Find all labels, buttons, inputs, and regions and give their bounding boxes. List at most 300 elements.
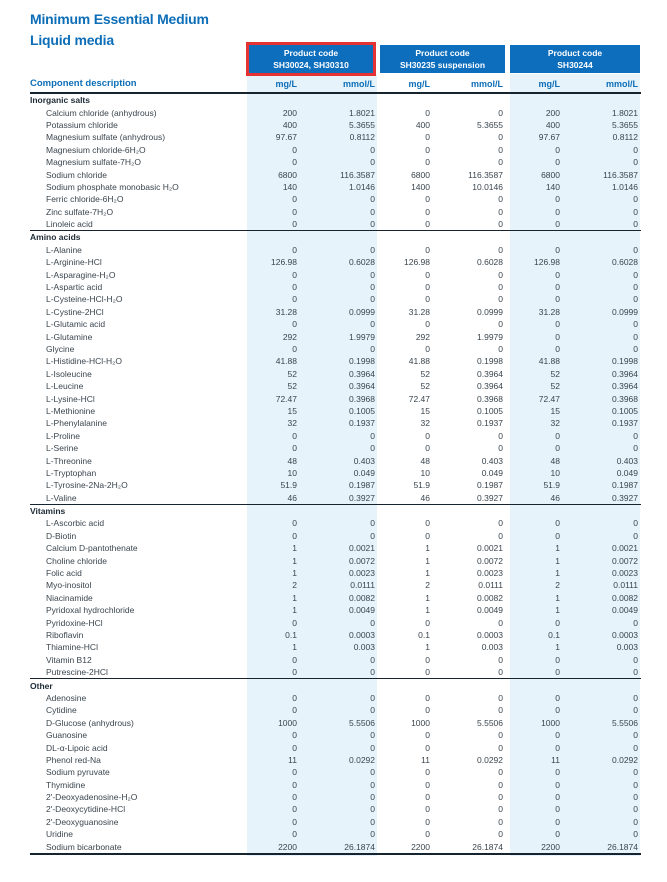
value-cell: 0 bbox=[292, 779, 297, 790]
value-cell: 0.0072 bbox=[612, 555, 638, 566]
value-cell: 0 bbox=[370, 816, 375, 827]
value-cell: 0 bbox=[292, 730, 297, 741]
value-cell: 0 bbox=[498, 705, 503, 716]
value-cell: 0 bbox=[370, 430, 375, 441]
component-name: L-Threonine bbox=[46, 455, 92, 466]
component-name: L-Leucine bbox=[46, 381, 84, 392]
value-cell: 0.3968 bbox=[477, 393, 503, 404]
value-cell: 48 bbox=[550, 455, 560, 466]
value-cell: 126.98 bbox=[271, 257, 297, 268]
component-name: L-Methionine bbox=[46, 405, 96, 416]
value-cell: 26.1874 bbox=[472, 841, 503, 852]
value-cell: 1 bbox=[292, 642, 297, 653]
value-cell: 52 bbox=[287, 368, 297, 379]
table-row bbox=[30, 530, 641, 542]
component-name: Guanosine bbox=[46, 730, 88, 741]
value-cell: 51.9 bbox=[543, 480, 560, 491]
value-cell: 292 bbox=[282, 331, 297, 342]
value-cell: 0 bbox=[633, 144, 638, 155]
table-row bbox=[30, 592, 641, 604]
value-cell: 15 bbox=[420, 405, 430, 416]
component-name: L-Isoleucine bbox=[46, 368, 92, 379]
value-cell: 52 bbox=[550, 368, 560, 379]
value-cell: 0 bbox=[370, 294, 375, 305]
value-cell: 0 bbox=[425, 705, 430, 716]
value-cell: 0.1 bbox=[548, 629, 560, 640]
value-cell: 0.403 bbox=[353, 455, 375, 466]
value-cell: 2 bbox=[425, 580, 430, 591]
value-cell: 116.3587 bbox=[468, 169, 503, 180]
value-cell: 116.3587 bbox=[603, 169, 638, 180]
value-cell: 72.47 bbox=[538, 393, 560, 404]
value-cell: 51.9 bbox=[280, 480, 297, 491]
value-cell: 46 bbox=[420, 492, 430, 503]
component-name: Riboflavin bbox=[46, 629, 84, 640]
value-cell: 32 bbox=[287, 418, 297, 429]
value-cell: 0 bbox=[370, 617, 375, 628]
value-cell: 0.0082 bbox=[612, 592, 638, 603]
value-cell: 0 bbox=[633, 331, 638, 342]
value-cell: 52 bbox=[420, 381, 430, 392]
value-cell: 0 bbox=[498, 767, 503, 778]
value-cell: 0.0292 bbox=[477, 754, 503, 765]
value-cell: 10 bbox=[420, 467, 430, 478]
value-cell: 0 bbox=[370, 792, 375, 803]
value-cell: 0.1937 bbox=[349, 418, 375, 429]
value-cell: 0 bbox=[555, 779, 560, 790]
component-name: Niacinamide bbox=[46, 592, 93, 603]
value-cell: 0 bbox=[425, 132, 430, 143]
value-cell: 0 bbox=[633, 443, 638, 454]
value-cell: 0 bbox=[498, 443, 503, 454]
table-row bbox=[30, 144, 641, 156]
value-cell: 0 bbox=[292, 282, 297, 293]
component-name: Sodium bicarbonate bbox=[46, 841, 122, 852]
value-cell: 0 bbox=[633, 344, 638, 354]
value-cell: 0 bbox=[370, 654, 375, 665]
value-cell: 1000 bbox=[278, 717, 297, 728]
value-cell: 0 bbox=[292, 767, 297, 778]
value-cell: 0 bbox=[555, 319, 560, 330]
value-cell: 0.0072 bbox=[477, 555, 503, 566]
value-cell: 0 bbox=[425, 530, 430, 541]
value-cell: 1.8021 bbox=[349, 107, 375, 118]
value-cell: 0 bbox=[633, 219, 638, 230]
value-cell: 0 bbox=[370, 144, 375, 155]
table-row bbox=[30, 380, 641, 392]
value-cell: 11 bbox=[288, 754, 297, 765]
value-cell: 0 bbox=[370, 804, 375, 815]
component-name: D-Biotin bbox=[46, 530, 77, 541]
component-name: Linoleic acid bbox=[46, 219, 93, 230]
component-name: L-Histidine-HCl-H₂O bbox=[46, 356, 123, 367]
table-row bbox=[30, 840, 641, 852]
value-cell: 1.0146 bbox=[612, 181, 638, 192]
value-cell: 5.3655 bbox=[349, 119, 375, 130]
value-cell: 1 bbox=[292, 592, 297, 603]
value-cell: 0 bbox=[555, 430, 560, 441]
value-cell: 11 bbox=[421, 754, 430, 765]
value-cell: 0.1987 bbox=[349, 480, 375, 491]
value-cell: 5.3655 bbox=[612, 119, 638, 130]
table-row bbox=[30, 492, 641, 504]
value-cell: 0 bbox=[633, 742, 638, 753]
value-cell: 1 bbox=[292, 605, 297, 616]
value-cell: 41.88 bbox=[538, 356, 560, 367]
value-cell: 0.3927 bbox=[477, 492, 503, 503]
value-cell: 0 bbox=[555, 829, 560, 840]
table-row bbox=[30, 604, 641, 616]
value-cell: 0.003 bbox=[353, 642, 375, 653]
value-cell: 0 bbox=[555, 705, 560, 716]
component-name: 2'-Deoxyguanosine bbox=[46, 816, 119, 827]
table-row bbox=[30, 803, 641, 815]
product-code-box-3 bbox=[510, 45, 640, 73]
table-row bbox=[30, 766, 641, 778]
value-cell: 72.47 bbox=[408, 393, 430, 404]
value-cell: 52 bbox=[550, 381, 560, 392]
value-cell: 0 bbox=[425, 792, 430, 803]
value-cell: 0 bbox=[425, 219, 430, 230]
component-name: Vitamin B12 bbox=[46, 654, 92, 665]
table-row bbox=[30, 616, 641, 628]
table-row bbox=[30, 181, 641, 193]
value-cell: 0 bbox=[425, 829, 430, 840]
value-cell: 0 bbox=[498, 294, 503, 305]
table-row bbox=[30, 392, 641, 404]
value-cell: 0 bbox=[292, 804, 297, 815]
value-cell: 0 bbox=[633, 430, 638, 441]
component-description-header: Component description bbox=[30, 78, 137, 89]
value-cell: 0 bbox=[292, 617, 297, 628]
component-name: Sodium chloride bbox=[46, 169, 107, 180]
value-cell: 1 bbox=[555, 555, 560, 566]
table-row bbox=[30, 318, 641, 330]
value-cell: 0 bbox=[292, 219, 297, 230]
value-cell: 0.1998 bbox=[612, 356, 638, 367]
value-cell: 0 bbox=[292, 829, 297, 840]
value-cell: 0.0021 bbox=[612, 543, 638, 554]
value-cell: 0.1987 bbox=[612, 480, 638, 491]
section-header-row bbox=[30, 94, 641, 106]
value-cell: 0 bbox=[555, 742, 560, 753]
value-cell: 0 bbox=[498, 107, 503, 118]
component-name: L-Cystine-2HCl bbox=[46, 306, 104, 317]
value-cell: 1 bbox=[555, 642, 560, 653]
table-row bbox=[30, 306, 641, 318]
value-cell: 0 bbox=[633, 730, 638, 741]
value-cell: 0 bbox=[425, 157, 430, 168]
value-cell: 0 bbox=[370, 518, 375, 529]
component-name: Putrescine-2HCl bbox=[46, 667, 108, 678]
value-cell: 26.1874 bbox=[607, 841, 638, 852]
table-row bbox=[30, 542, 641, 554]
table-row bbox=[30, 467, 641, 479]
value-cell: 5.5506 bbox=[477, 717, 503, 728]
value-cell: 0 bbox=[370, 530, 375, 541]
value-cell: 0 bbox=[498, 654, 503, 665]
value-cell: 51.9 bbox=[413, 480, 430, 491]
table-row bbox=[30, 442, 641, 454]
value-cell: 0 bbox=[555, 144, 560, 155]
table-row bbox=[30, 754, 641, 766]
value-cell: 0 bbox=[633, 269, 638, 280]
value-cell: 0 bbox=[370, 779, 375, 790]
table-row bbox=[30, 692, 641, 704]
value-cell: 0 bbox=[498, 730, 503, 741]
value-cell: 97.67 bbox=[538, 132, 560, 143]
product-code-box-2 bbox=[380, 45, 505, 73]
table-row bbox=[30, 218, 641, 230]
section-name: Vitamins bbox=[30, 506, 66, 517]
value-cell: 0 bbox=[370, 319, 375, 330]
value-cell: 0 bbox=[498, 742, 503, 753]
table-row bbox=[30, 704, 641, 716]
value-cell: 0.1005 bbox=[349, 405, 375, 416]
value-cell: 0.1998 bbox=[349, 356, 375, 367]
value-cell: 0.0003 bbox=[349, 629, 375, 640]
unit-header-mgl-3: mg/L bbox=[538, 78, 560, 89]
value-cell: 0 bbox=[633, 792, 638, 803]
value-cell: 0 bbox=[633, 804, 638, 815]
value-cell: 0 bbox=[292, 816, 297, 827]
component-name: L-Lysine-HCl bbox=[46, 393, 95, 404]
value-cell: 1 bbox=[425, 592, 430, 603]
value-cell: 0 bbox=[292, 692, 297, 703]
value-cell: 0.0082 bbox=[349, 592, 375, 603]
value-cell: 0 bbox=[292, 792, 297, 803]
value-cell: 0 bbox=[555, 282, 560, 293]
value-cell: 0.1937 bbox=[612, 418, 638, 429]
value-cell: 15 bbox=[287, 405, 297, 416]
value-cell: 0 bbox=[370, 194, 375, 205]
value-cell: 0 bbox=[292, 344, 297, 354]
value-cell: 52 bbox=[420, 368, 430, 379]
value-cell: 0 bbox=[425, 344, 430, 354]
product-code-box-2-line2: SH30235 suspension bbox=[399, 60, 486, 70]
value-cell: 0 bbox=[425, 107, 430, 118]
page-subtitle: Liquid media bbox=[30, 32, 114, 48]
value-cell: 0 bbox=[633, 282, 638, 293]
value-cell: 0 bbox=[425, 692, 430, 703]
value-cell: 0.3964 bbox=[349, 368, 375, 379]
section-header-row bbox=[30, 504, 641, 517]
table-row bbox=[30, 405, 641, 417]
value-cell: 0 bbox=[498, 792, 503, 803]
value-cell: 0 bbox=[555, 730, 560, 741]
value-cell: 0.1937 bbox=[477, 418, 503, 429]
value-cell: 400 bbox=[415, 119, 430, 130]
value-cell: 0 bbox=[292, 742, 297, 753]
value-cell: 0 bbox=[425, 144, 430, 155]
value-cell: 0 bbox=[555, 692, 560, 703]
component-name: L-Asparagine-H₂O bbox=[46, 269, 116, 280]
value-cell: 2 bbox=[555, 580, 560, 591]
value-cell: 48 bbox=[287, 455, 297, 466]
product-code-box-2-line1: Product code bbox=[415, 48, 470, 58]
unit-header-mgl-2: mg/L bbox=[408, 78, 430, 89]
value-cell: 0 bbox=[370, 730, 375, 741]
table-row bbox=[30, 828, 641, 840]
value-cell: 46 bbox=[550, 492, 560, 503]
value-cell: 0 bbox=[498, 804, 503, 815]
value-cell: 0.1005 bbox=[477, 405, 503, 416]
table-row bbox=[30, 554, 641, 566]
component-name: Thymidine bbox=[46, 779, 86, 790]
table-row bbox=[30, 717, 641, 729]
value-cell: 1 bbox=[425, 555, 430, 566]
value-cell: 2 bbox=[292, 580, 297, 591]
value-cell: 0.0049 bbox=[612, 605, 638, 616]
value-cell: 0.1987 bbox=[477, 480, 503, 491]
component-name: Adenosine bbox=[46, 692, 87, 703]
value-cell: 0 bbox=[498, 319, 503, 330]
component-name: Pyridoxal hydrochloride bbox=[46, 605, 135, 616]
value-cell: 0.049 bbox=[616, 467, 638, 478]
table-row bbox=[30, 417, 641, 429]
value-cell: 140 bbox=[545, 181, 560, 192]
value-cell: 11 bbox=[551, 754, 560, 765]
component-name: Magnesium sulfate-7H₂O bbox=[46, 157, 141, 168]
value-cell: 200 bbox=[282, 107, 297, 118]
value-cell: 0.0999 bbox=[349, 306, 375, 317]
value-cell: 0.0292 bbox=[612, 754, 638, 765]
value-cell: 0 bbox=[292, 244, 297, 255]
value-cell: 1 bbox=[425, 605, 430, 616]
value-cell: 0 bbox=[292, 654, 297, 665]
table-row bbox=[30, 256, 641, 268]
value-cell: 41.88 bbox=[275, 356, 297, 367]
value-cell: 0 bbox=[370, 157, 375, 168]
value-cell: 0.0111 bbox=[350, 580, 375, 591]
value-cell: 97.67 bbox=[275, 132, 297, 143]
value-cell: 0 bbox=[633, 294, 638, 305]
value-cell: 0 bbox=[292, 430, 297, 441]
value-cell: 292 bbox=[415, 331, 430, 342]
value-cell: 2200 bbox=[411, 841, 430, 852]
value-cell: 10 bbox=[550, 467, 560, 478]
component-name: Phenol red-Na bbox=[46, 754, 101, 765]
value-cell: 1 bbox=[425, 642, 430, 653]
value-cell: 0 bbox=[498, 692, 503, 703]
value-cell: 6800 bbox=[411, 169, 430, 180]
component-name: Sodium pyruvate bbox=[46, 767, 110, 778]
unit-header-mmol-3: mmol/L bbox=[605, 78, 638, 89]
value-cell: 6800 bbox=[541, 169, 560, 180]
value-cell: 32 bbox=[550, 418, 560, 429]
value-cell: 0 bbox=[555, 816, 560, 827]
table-row bbox=[30, 741, 641, 753]
value-cell: 0 bbox=[425, 269, 430, 280]
table-row bbox=[30, 355, 641, 367]
component-name: Myo-inositol bbox=[46, 580, 92, 591]
value-cell: 0.3964 bbox=[612, 368, 638, 379]
value-cell: 0 bbox=[498, 206, 503, 217]
highlight-red-frame bbox=[246, 42, 376, 76]
value-cell: 0 bbox=[555, 792, 560, 803]
value-cell: 0 bbox=[555, 443, 560, 454]
table-row bbox=[30, 816, 641, 828]
component-name: Thiamine-HCl bbox=[46, 642, 98, 653]
value-cell: 0 bbox=[555, 518, 560, 529]
value-cell: 0.3968 bbox=[612, 393, 638, 404]
component-name: DL-α-Lipoic acid bbox=[46, 742, 108, 753]
value-cell: 15 bbox=[550, 405, 560, 416]
value-cell: 0 bbox=[498, 244, 503, 255]
value-cell: 0 bbox=[633, 518, 638, 529]
table-row bbox=[30, 293, 641, 305]
component-name: L-Phenylalanine bbox=[46, 418, 107, 429]
value-cell: 0.3927 bbox=[349, 492, 375, 503]
component-name: 2'-Deoxycytidine-HCl bbox=[46, 804, 126, 815]
table-row bbox=[30, 629, 641, 641]
value-cell: 0 bbox=[633, 705, 638, 716]
value-cell: 0 bbox=[498, 132, 503, 143]
product-code-box-3-line2: SH30244 bbox=[557, 60, 593, 70]
table-row bbox=[30, 330, 641, 342]
value-cell: 1.9979 bbox=[349, 331, 375, 342]
value-cell: 0.1005 bbox=[612, 405, 638, 416]
table-row bbox=[30, 479, 641, 491]
component-name: L-Alanine bbox=[46, 244, 82, 255]
value-cell: 0 bbox=[370, 269, 375, 280]
section-header-row bbox=[30, 230, 641, 243]
value-cell: 0.3964 bbox=[477, 381, 503, 392]
value-cell: 0 bbox=[292, 269, 297, 280]
value-cell: 0 bbox=[370, 692, 375, 703]
component-name: L-Tyrosine-2Na-2H₂O bbox=[46, 480, 128, 491]
value-cell: 0 bbox=[555, 194, 560, 205]
component-name: Ferric chloride-6H₂O bbox=[46, 194, 124, 205]
value-cell: 0 bbox=[633, 157, 638, 168]
value-cell: 0 bbox=[498, 282, 503, 293]
value-cell: 2200 bbox=[278, 841, 297, 852]
table-row bbox=[30, 244, 641, 256]
value-cell: 0 bbox=[425, 767, 430, 778]
table-row bbox=[30, 666, 641, 678]
value-cell: 0 bbox=[555, 206, 560, 217]
value-cell: 0.0999 bbox=[612, 306, 638, 317]
value-cell: 0 bbox=[370, 742, 375, 753]
value-cell: 0 bbox=[370, 206, 375, 217]
table-row bbox=[30, 119, 641, 131]
table-row bbox=[30, 281, 641, 293]
table-row bbox=[30, 791, 641, 803]
value-cell: 0 bbox=[292, 206, 297, 217]
media-table-body bbox=[30, 92, 641, 855]
value-cell: 0 bbox=[555, 530, 560, 541]
component-name: Folic acid bbox=[46, 568, 82, 579]
component-name: Zinc sulfate-7H₂O bbox=[46, 206, 114, 217]
value-cell: 1.8021 bbox=[612, 107, 638, 118]
component-name: Cytidine bbox=[46, 705, 77, 716]
component-name: Sodium phosphate monobasic H₂O bbox=[46, 181, 179, 192]
value-cell: 1 bbox=[555, 592, 560, 603]
value-cell: 0 bbox=[425, 319, 430, 330]
value-cell: 0.0023 bbox=[612, 568, 638, 579]
component-name: L-Glutamic acid bbox=[46, 319, 106, 330]
value-cell: 26.1874 bbox=[344, 841, 375, 852]
value-cell: 0 bbox=[498, 829, 503, 840]
component-name: Magnesium sulfate (anhydrous) bbox=[46, 132, 166, 143]
value-cell: 5.5506 bbox=[612, 717, 638, 728]
product-code-box-3-line1: Product code bbox=[547, 48, 603, 58]
value-cell: 0 bbox=[292, 294, 297, 305]
value-cell: 0.8112 bbox=[612, 132, 638, 143]
value-cell: 0.3927 bbox=[612, 492, 638, 503]
value-cell: 0 bbox=[370, 667, 375, 678]
value-cell: 0.0292 bbox=[349, 754, 375, 765]
